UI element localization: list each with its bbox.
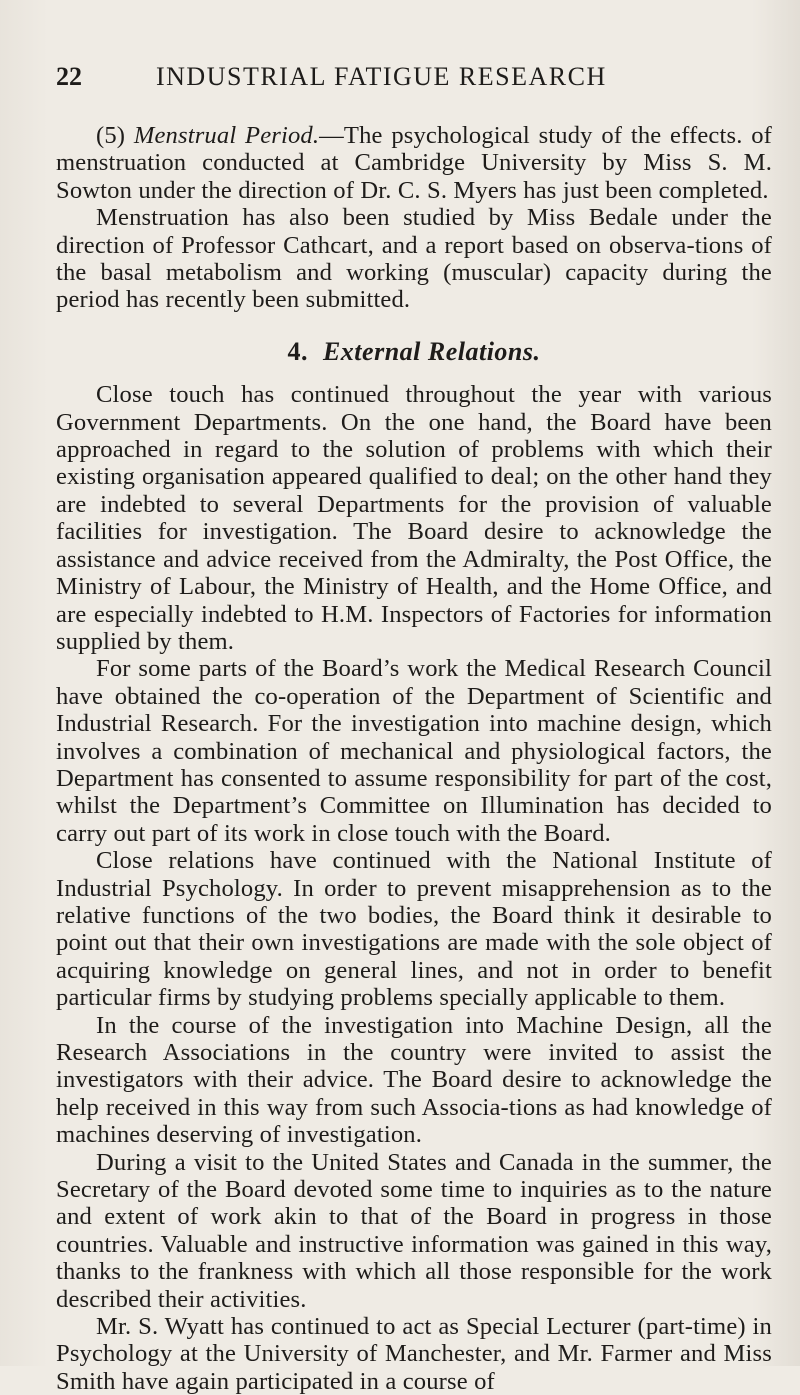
run-in-heading: Menstrual Period. bbox=[133, 122, 320, 149]
run-in-dash: — bbox=[319, 122, 344, 149]
body-text bbox=[56, 122, 772, 1395]
page-number: 22 bbox=[56, 62, 82, 91]
section-number: 4. bbox=[287, 336, 308, 366]
item-number: (5) bbox=[96, 122, 126, 149]
running-title: INDUSTRIAL FATIGUE RESEARCH bbox=[156, 62, 607, 91]
paragraph: For some parts of the Board’s work the Medical Research Council have obtained the co-operation of the Department of Scientific and Industrial Research. For the investigation into machine design, which involves a combination of mechanical and physiological factors, the Department has consented to assume responsibility for part of the cost, whilst the Department’s Committee on Illumination has decided to carry out part of its work in close touch with the Board. bbox=[56, 655, 772, 847]
section-heading bbox=[56, 338, 772, 365]
paragraph-menstrual-period bbox=[56, 122, 772, 204]
paragraph: Close touch has continued throughout the year with various Government Departments. On the one hand, the Board have been approached in regard to the solution of problems with which their existing organisation appeared qualified to deal; on the other hand they are indebted to several Departments for the provision of valuable facilities for investigation. The Board desire to acknowledge the assistance and advice received from the Admiralty, the Post Office, the Ministry of Labour, the Ministry of Health, and the Home Office, and are especially indebted to H.M. Inspectors of Factories for information supplied by them. bbox=[56, 381, 772, 655]
paragraph-text: The psychological study of the effects. of menstruation conducted at Cambridge University by Miss S. M. Sowton under the direction of Dr. C. S. Myers has just been completed. bbox=[56, 122, 772, 204]
section-title: External Relations. bbox=[322, 336, 541, 366]
paragraph: In the course of the investigation into Machine Design, all the Research Associations in the country were invited to assist the investigators with their advice. The Board desire to acknowledge the help received in this way from such Associa-tions as had knowledge of machines deserving of investigation. bbox=[56, 1011, 772, 1149]
running-header bbox=[56, 62, 772, 92]
paragraph: Close relations have continued with the National Institute of Industrial Psychology. In order to prevent misapprehension as to the relative functions of the two bodies, the Board think it desirable to point out that their own investigations are made with the sole object of acquiring knowledge on general lines, and not in order to benefit particular firms by studying problems specially applicable to them. bbox=[56, 847, 772, 1012]
paragraph: During a visit to the United States and Canada in the summer, the Secretary of the Board devoted some time to inquiries as to the nature and extent of work akin to that of the Board in progress in those countries. Valuable and instructive information was gained in this way, thanks to the frankness with which all those responsible for the work described their activities. bbox=[56, 1148, 772, 1313]
paragraph: Menstruation has also been studied by Miss Bedale under the direction of Professor Cathcart, and a report based on observa-tions of the basal metabolism and working (muscular) capacity during the period has recently been submitted. bbox=[56, 204, 772, 314]
paragraph: Mr. S. Wyatt has continued to act as Special Lecturer (part-time) in Psychology at the University of Manchester, and Mr. Farmer and Miss Smith have again participated in a course of bbox=[56, 1313, 772, 1395]
